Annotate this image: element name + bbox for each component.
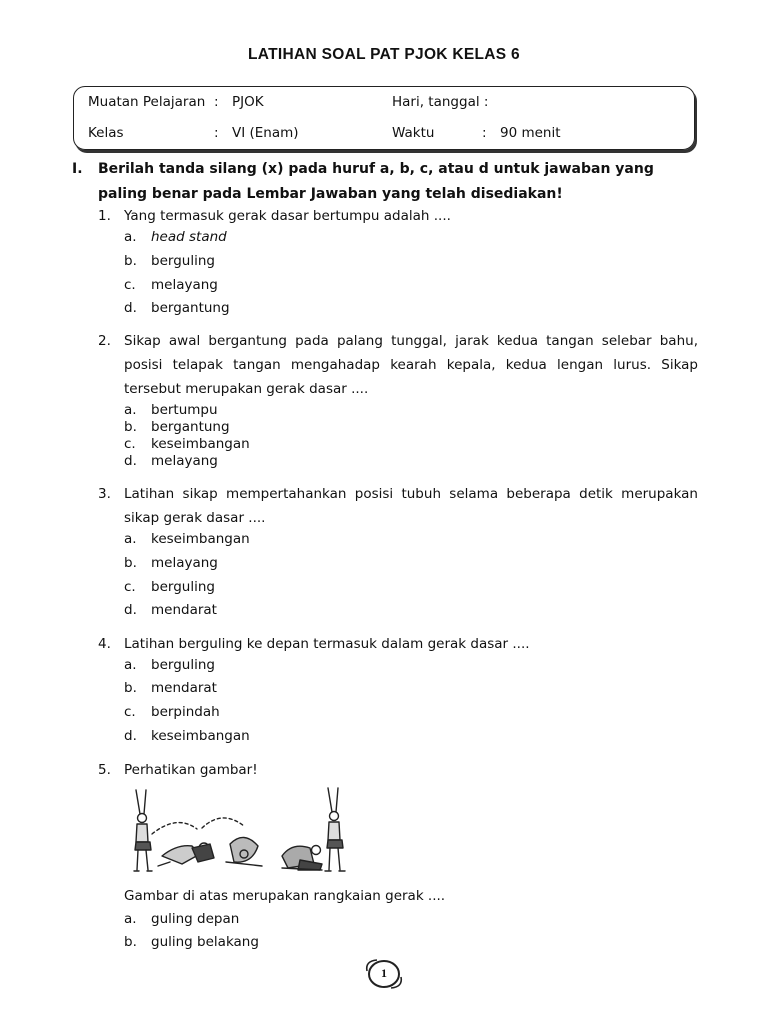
question-3 [98, 482, 698, 530]
option-letter: a. [124, 402, 137, 418]
q1-option-d [124, 300, 230, 316]
question-text: Sikap awal bergantung pada palang tunggal, jarak kedua tangan selebar bahu, posisi telapak tangan mengahadap kearah kepala, kedua lengan lurus. Sikap tersebut merupakan gerak dasar .... [124, 333, 698, 397]
class-value: VI (Enam) [232, 125, 299, 141]
q4-option-d [124, 728, 250, 744]
question-2 [98, 329, 698, 401]
question-number: 3. [98, 486, 111, 502]
option-text: mendarat [151, 680, 217, 696]
q2-option-a [124, 402, 218, 418]
option-text: melayang [151, 453, 218, 469]
option-letter: b. [124, 680, 137, 696]
option-text: keseimbangan [151, 728, 250, 744]
q1-option-c [124, 277, 218, 293]
time-separator: : [482, 125, 487, 141]
day-label: Hari, tanggal : [392, 94, 489, 110]
q1-option-b [124, 253, 215, 269]
question-number: 1. [98, 208, 111, 224]
option-text: keseimbangan [151, 531, 250, 547]
option-letter: b. [124, 555, 137, 571]
option-letter: c. [124, 436, 136, 452]
option-letter: b. [124, 419, 137, 435]
question-text: Yang termasuk gerak dasar bertumpu adalah .... [124, 208, 451, 224]
question-5-followup: Gambar di atas merupakan rangkaian gerak .... [124, 888, 446, 904]
option-text: berguling [151, 253, 215, 269]
page-number: 1 [381, 966, 387, 980]
option-letter: d. [124, 728, 137, 744]
option-letter: a. [124, 229, 137, 245]
q5-option-a [124, 911, 239, 927]
q4-option-a [124, 657, 215, 673]
option-letter: d. [124, 300, 137, 316]
subject-value: PJOK [232, 94, 264, 110]
q3-option-b [124, 555, 218, 571]
option-letter: a. [124, 657, 137, 673]
option-text: guling depan [151, 911, 240, 927]
option-text: head stand [151, 229, 227, 245]
q3-option-a [124, 531, 250, 547]
question-1 [98, 204, 698, 228]
q5-option-b [124, 934, 259, 950]
option-letter: c. [124, 277, 136, 293]
q1-option-a [124, 229, 227, 245]
option-letter: c. [124, 704, 136, 720]
option-text: keseimbangan [151, 436, 250, 452]
option-text: berguling [151, 657, 215, 673]
option-letter: d. [124, 602, 137, 618]
q4-option-c [124, 704, 220, 720]
q3-option-d [124, 602, 217, 618]
question-text: Perhatikan gambar! [124, 762, 258, 778]
question-4 [98, 632, 698, 656]
question-number: 5. [98, 762, 111, 778]
question-number: 2. [98, 333, 111, 349]
q2-option-b [124, 419, 230, 435]
instruction-text: Berilah tanda silang (x) pada huruf a, b, c, atau d untuk jawaban yang paling benar pada Lembar Jawaban yang telah disediakan! [98, 161, 654, 202]
option-letter: c. [124, 579, 136, 595]
option-text: bergantung [151, 300, 230, 316]
question-5 [98, 758, 698, 782]
option-text: guling belakang [151, 934, 259, 950]
question-text: Latihan sikap mempertahankan posisi tubuh selama beberapa detik merupakan sikap gerak dasar .... [124, 486, 698, 526]
option-text: mendarat [151, 602, 217, 618]
option-text: bertumpu [151, 402, 218, 418]
option-text: bergantung [151, 419, 230, 435]
option-letter: d. [124, 453, 137, 469]
page-number-badge [363, 957, 403, 991]
option-letter: a. [124, 911, 137, 927]
option-text: melayang [151, 277, 218, 293]
option-letter: a. [124, 531, 137, 547]
question-number: 4. [98, 636, 111, 652]
q3-option-c [124, 579, 215, 595]
info-box [73, 86, 695, 150]
option-text: berpindah [151, 704, 220, 720]
section-number: I. [72, 161, 83, 177]
class-label: Kelas [88, 125, 124, 141]
option-text: melayang [151, 555, 218, 571]
class-separator: : [214, 125, 219, 141]
time-label: Waktu [392, 125, 435, 141]
q2-option-c [124, 436, 250, 452]
roll-sequence-illustration [122, 784, 362, 884]
q4-option-b [124, 680, 217, 696]
section-instruction [72, 157, 702, 207]
subject-label: Muatan Pelajaran [88, 94, 206, 110]
question-text: Latihan berguling ke depan termasuk dalam gerak dasar .... [124, 636, 530, 652]
option-letter: b. [124, 934, 137, 950]
q2-option-d [124, 453, 218, 469]
option-text: berguling [151, 579, 215, 595]
page-title: LATIHAN SOAL PAT PJOK KELAS 6 [248, 46, 520, 63]
subject-separator: : [214, 94, 219, 110]
time-value: 90 menit [500, 125, 561, 141]
option-letter: b. [124, 253, 137, 269]
